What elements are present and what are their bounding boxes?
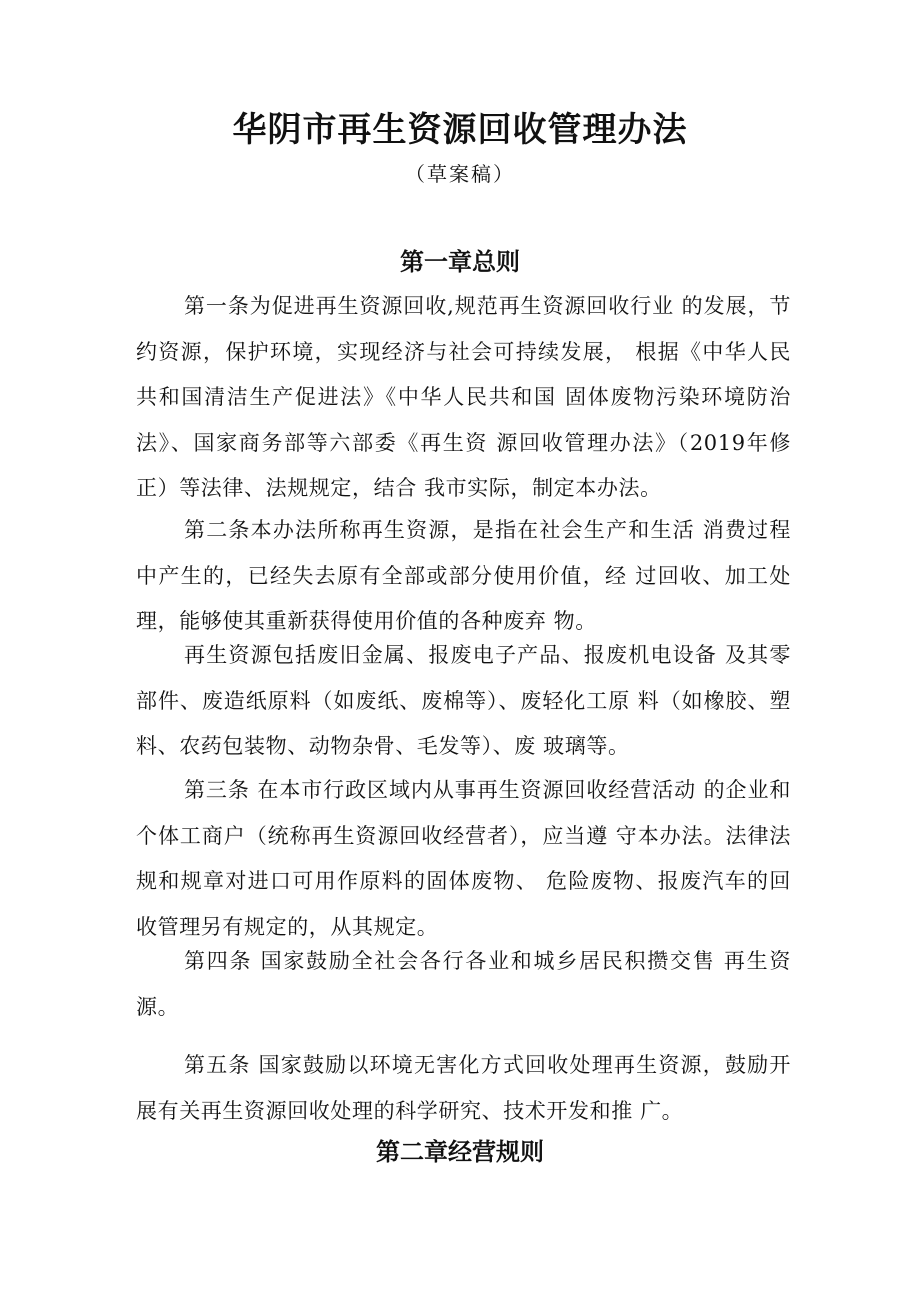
article-3-paragraph: 第三条 在本市行政区域内从事再生资源回收经营活动 的企业和个体工商户（统称再生资源回收经营者），应当遵 守本办法。法律法规和规章对进口可用作原料的固体废物、 危险废物、报废汽车的回收管理另有规定的，从其规定。: [136, 778, 791, 939]
article-2-paragraph: 第二条本办法所称再生资源，是指在社会生产和生活 消费过程中产生的，已经失去原有全部或部分使用价值，经 过回收、加工处理，能够使其重新获得使用价值的各种废弃 物。: [136, 518, 791, 633]
chapter-heading-business-rules: 第二章经营规则: [376, 1138, 544, 1166]
article-5-paragraph: 第五条 国家鼓励以环境无害化方式回收处理再生资源，鼓励开展有关再生资源回收处理的科学研究、技术开发和推 广。: [136, 1053, 791, 1123]
document-title: 华阴市再生资源回收管理办法: [232, 110, 688, 150]
article-4-paragraph: 第四条 国家鼓励全社会各行各业和城乡居民积攒交售 再生资源。: [136, 949, 791, 1019]
document-subtitle: （草案稿）: [405, 162, 515, 186]
chapter-heading-general: 第一章总则: [400, 248, 520, 276]
recycled-resources-definition-paragraph: 再生资源包括废旧金属、报废电子产品、报废机电设备 及其零部件、废造纸原料（如废纸、废棉等）、废轻化工原 料（如橡胶、塑料、农药包装物、动物杂骨、毛发等）、废 玻璃等。: [136, 643, 791, 758]
article-1-paragraph: 第一条为促进再生资源回收,规范再生资源回收行业 的发展，节约资源，保护环境，实现经济与社会可持续发展， 根据《中华人民共和国清洁生产促进法》《中华人民共和国 固体废物污染环境防治法》、国家商务部等六部委《再生资 源回收管理办法》（2019年修正）等法律、法规规定，结合 我市实际，制定本办法。: [136, 294, 791, 500]
